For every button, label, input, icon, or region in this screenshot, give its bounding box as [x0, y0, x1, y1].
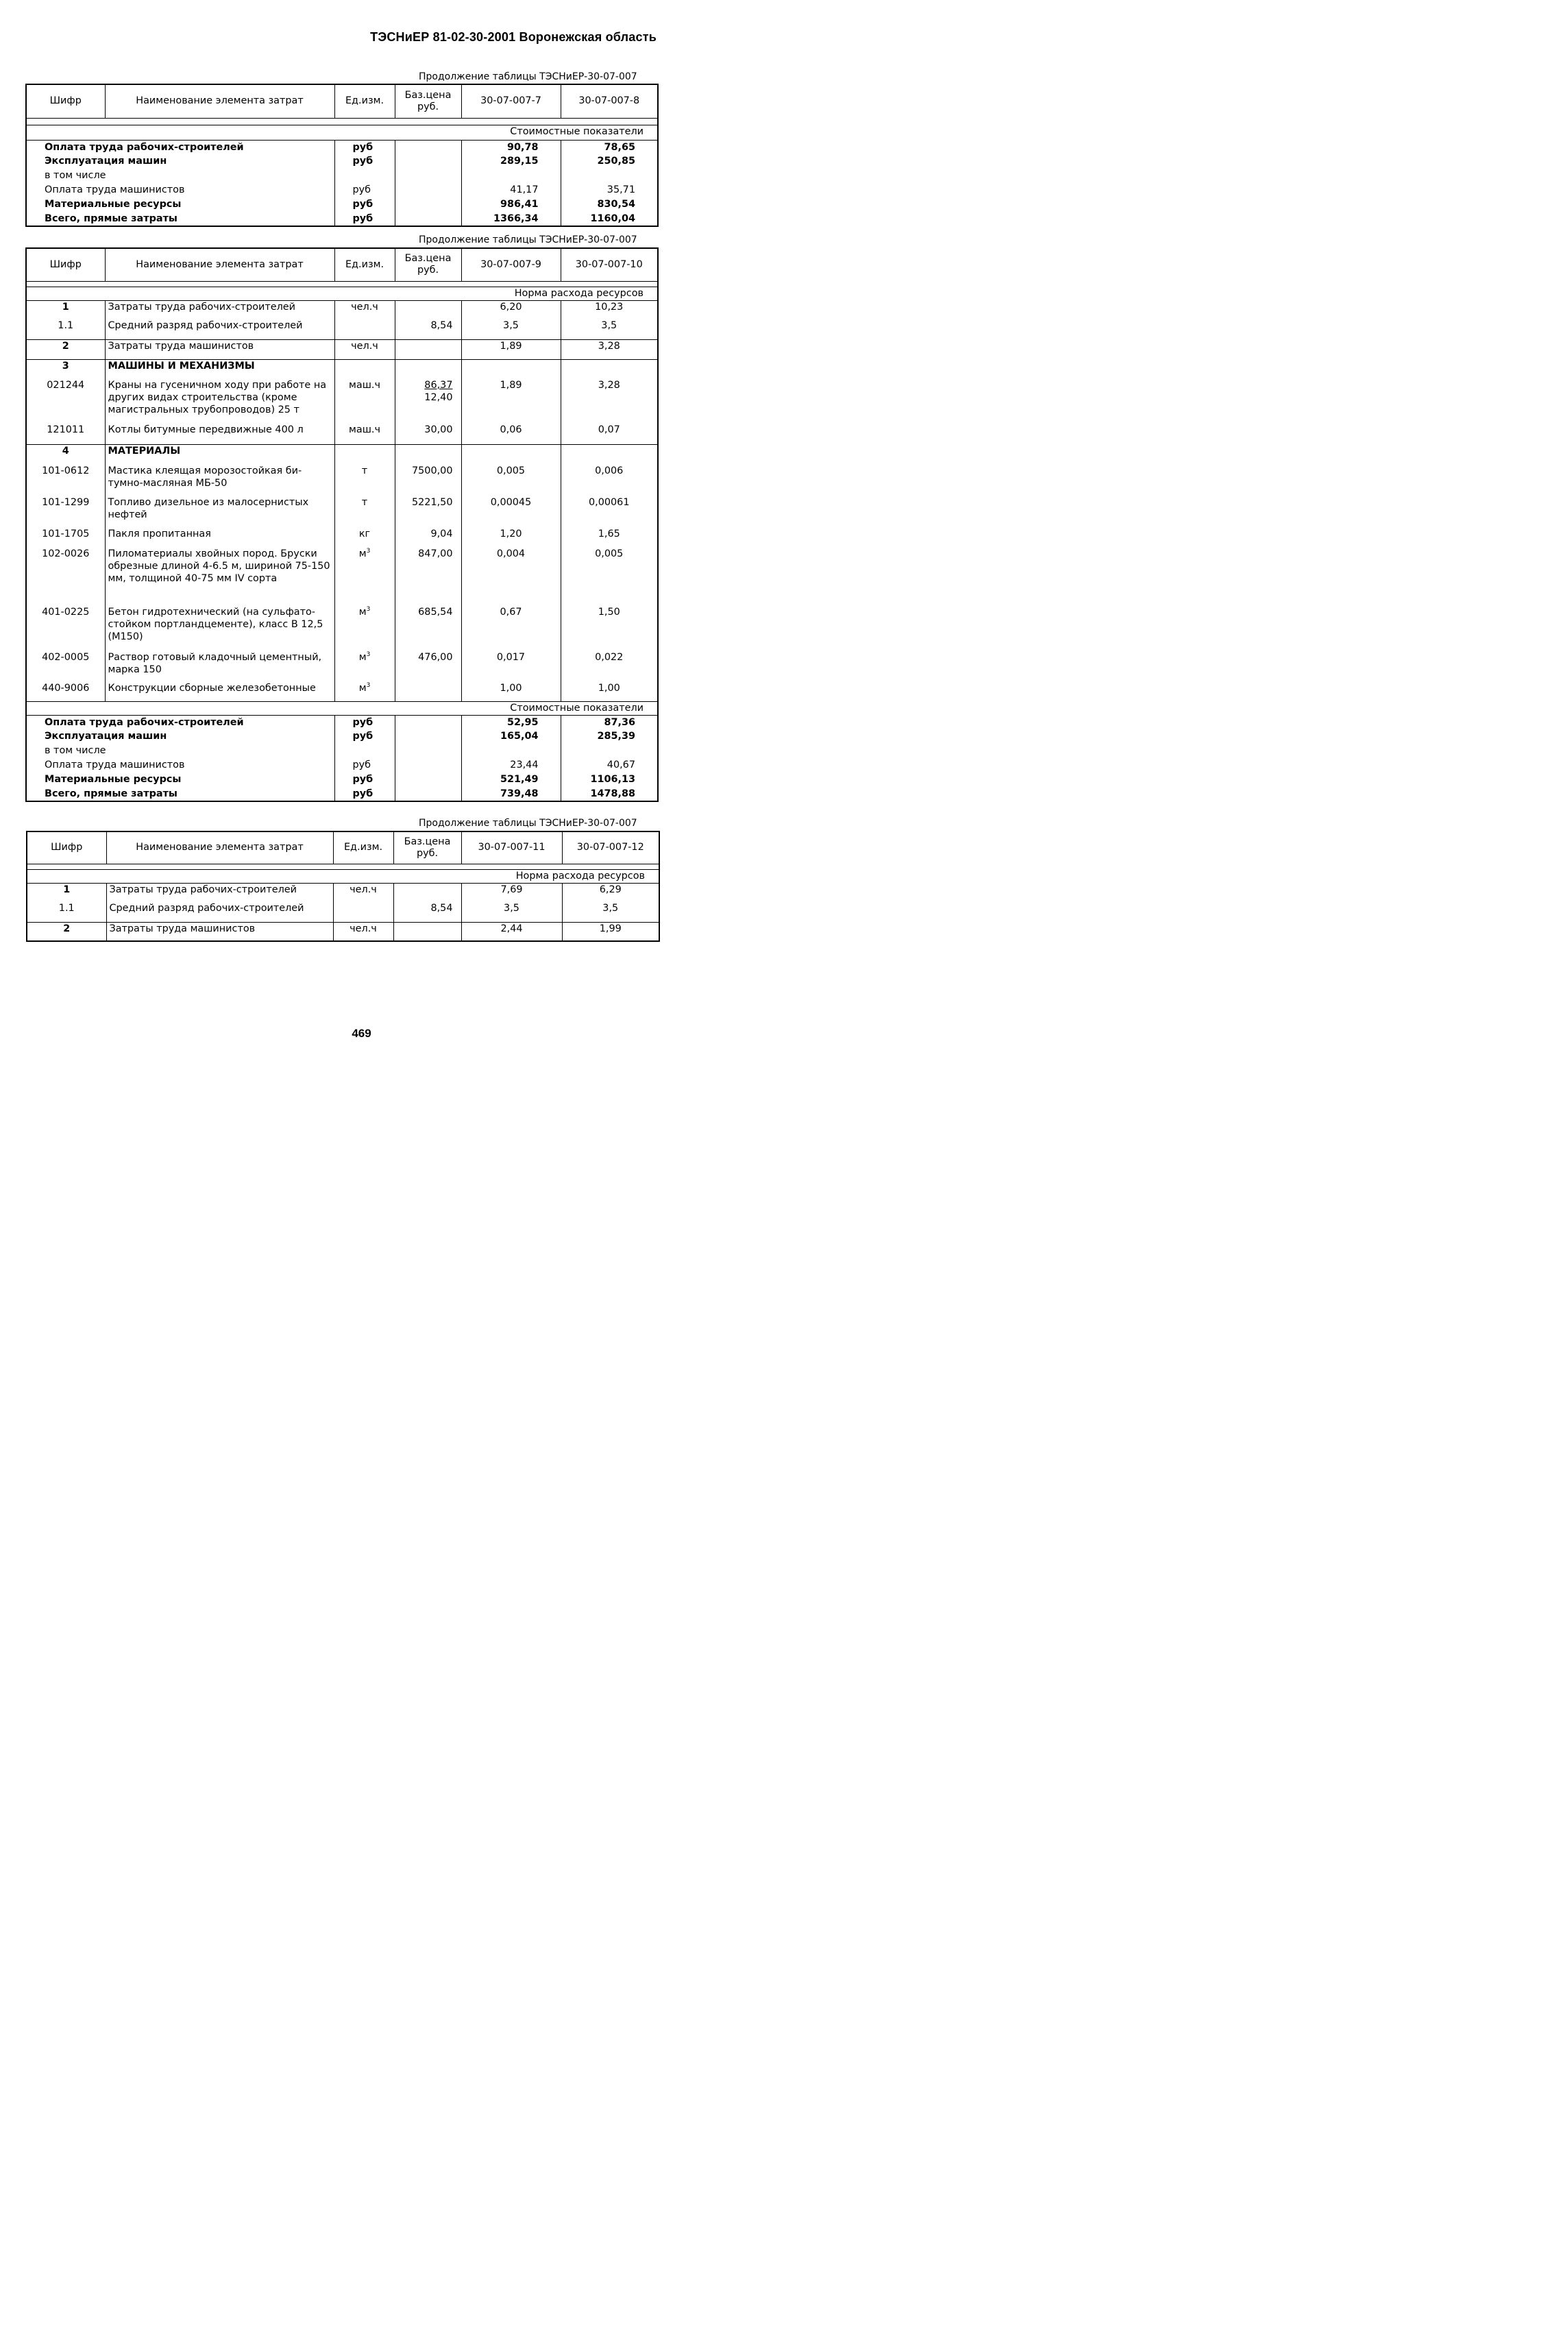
row-code: 1.1	[58, 320, 74, 331]
row-value-a: 1,89	[461, 339, 561, 359]
summary-price	[395, 715, 461, 729]
row-code: 402-0005	[42, 652, 90, 663]
summary-row	[26, 212, 658, 226]
summary-value-a: 986,41	[461, 197, 561, 212]
summary-value-a: 521,49	[461, 773, 561, 787]
row-price	[395, 682, 461, 701]
summary-value-a	[461, 169, 561, 183]
row-value-b: 10,23	[561, 300, 658, 319]
page-number: 469	[352, 1027, 371, 1040]
table2-body	[26, 300, 658, 701]
summary-unit: руб	[334, 140, 395, 154]
summary-row	[26, 169, 658, 183]
summary-unit: руб	[334, 729, 395, 744]
row-code: 3	[26, 359, 105, 379]
summary-value-a: 739,48	[461, 787, 561, 801]
col-b-header: 30-07-007-10	[561, 248, 658, 281]
row-name: Мастика клеящая морозостойкая би-тумно-масляная МБ-50	[105, 465, 334, 496]
row-price	[393, 922, 461, 941]
row-code: 021244	[47, 380, 85, 391]
summary-row	[26, 715, 658, 729]
row-value-a: 6,20	[461, 300, 561, 319]
row-unit: чел.ч	[333, 922, 393, 941]
col-code-header: Шифр	[26, 248, 105, 281]
summary-value-b: 830,54	[561, 197, 658, 212]
row-value-b: 0,07	[561, 424, 658, 444]
table-row	[26, 651, 658, 682]
running-header: ТЭСНиЕР 81-02-30-2001 Воронежская область	[370, 30, 657, 44]
row-unit	[334, 359, 395, 379]
summary-row	[26, 773, 658, 787]
row-value-a: 0,004	[461, 548, 561, 606]
row-code: 101-0612	[42, 465, 90, 476]
summary-value-a	[461, 744, 561, 758]
col-code-header: Шифр	[27, 831, 106, 864]
table-row	[26, 319, 658, 339]
summary-row	[26, 183, 658, 197]
table2-caption: Продолжение таблицы ТЭСНиЕР-30-07-007	[419, 234, 637, 245]
row-name: МАШИНЫ И МЕХАНИЗМЫ	[105, 359, 334, 379]
row-value-b: 3,5	[562, 902, 659, 922]
summary-name: в том числе	[45, 170, 106, 181]
cost-band: Стоимостные показатели	[461, 125, 658, 140]
summary-value-b	[561, 744, 658, 758]
summary-value-b: 1160,04	[561, 212, 658, 226]
summary-value-a: 1366,34	[461, 212, 561, 226]
row-value-a	[461, 444, 561, 465]
norm-band: Норма расхода ресурсов	[461, 869, 659, 883]
col-unit-header: Ед.изм.	[334, 84, 395, 118]
row-code: 101-1299	[42, 497, 90, 508]
row-name: Средний разряд рабочих-строителей	[105, 319, 334, 339]
row-price	[395, 444, 461, 465]
row-value-a: 7,69	[461, 883, 562, 902]
col-code-header: Шифр	[26, 84, 105, 118]
col-name-header: Наименование элемента затрат	[106, 831, 333, 864]
row-name: Затраты труда рабочих-строителей	[105, 300, 334, 319]
row-value-b: 3,5	[561, 319, 658, 339]
row-unit: $м^3$	[334, 548, 395, 606]
row-price: 86,37 12,40	[395, 379, 461, 424]
row-code: 4	[26, 444, 105, 465]
row-price	[393, 883, 461, 902]
row-name: Затраты труда машинистов	[105, 339, 334, 359]
table-row	[26, 359, 658, 379]
row-value-a: 0,017	[461, 651, 561, 682]
row-name: Средний разряд рабочих-строителей	[106, 902, 333, 922]
row-code: 2	[27, 922, 106, 941]
table-row	[26, 548, 658, 606]
summary-value-b	[561, 169, 658, 183]
summary-price	[395, 744, 461, 758]
table1-caption: Продолжение таблицы ТЭСНиЕР-30-07-007	[419, 71, 637, 82]
row-name: Конструкции сборные железобетонные	[105, 682, 334, 701]
row-name: Пиломатериалы хвойных пород. Бруски обрезные длиной 4-6.5 м, шириной 75-150 мм, толщиной 40-75 мм IV сорта	[105, 548, 334, 606]
row-value-b	[561, 359, 658, 379]
summary-price	[395, 773, 461, 787]
table3	[26, 831, 660, 942]
summary-row	[26, 197, 658, 212]
summary-value-b: 1478,88	[561, 787, 658, 801]
row-code: 1.1	[58, 903, 75, 914]
row-unit	[333, 902, 393, 922]
row-unit: кг	[334, 528, 395, 548]
row-unit	[334, 319, 395, 339]
summary-value-b: 87,36	[561, 715, 658, 729]
summary-unit: руб	[334, 197, 395, 212]
table2-summary	[26, 715, 658, 801]
summary-name: Эксплуатация машин	[45, 731, 167, 742]
row-name: Затраты труда машинистов	[106, 922, 333, 941]
summary-price	[395, 140, 461, 154]
row-value-a: 1,20	[461, 528, 561, 548]
summary-value-b: 35,71	[561, 183, 658, 197]
table-row	[26, 339, 658, 359]
row-value-b: 1,50	[561, 606, 658, 651]
row-value-a: 0,06	[461, 424, 561, 444]
col-name-header: Наименование элемента затрат	[105, 84, 334, 118]
row-unit: маш.ч	[334, 424, 395, 444]
row-value-b	[561, 444, 658, 465]
row-value-a: 0,67	[461, 606, 561, 651]
summary-value-a: 90,78	[461, 140, 561, 154]
table1-summary	[26, 140, 658, 226]
summary-name: Всего, прямые затраты	[45, 788, 177, 799]
summary-value-b: 285,39	[561, 729, 658, 744]
row-unit: чел.ч	[333, 883, 393, 902]
row-unit	[334, 444, 395, 465]
table3-body	[27, 883, 659, 941]
table-row	[26, 424, 658, 444]
summary-price	[395, 154, 461, 169]
summary-row	[26, 758, 658, 773]
col-price-header: Баз.цена руб.	[393, 831, 461, 864]
col-unit-header: Ед.изм.	[334, 248, 395, 281]
row-code: 440-9006	[42, 683, 90, 694]
row-unit: $м^3$	[334, 651, 395, 682]
summary-name: Эксплуатация машин	[45, 156, 167, 167]
summary-unit	[334, 744, 395, 758]
row-code: 2	[26, 339, 105, 359]
row-price: 847,00	[395, 548, 461, 606]
row-name: Пакля пропитанная	[105, 528, 334, 548]
row-value-b: 0,00061	[561, 496, 658, 528]
summary-value-b: 1106,13	[561, 773, 658, 787]
col-name-header: Наименование элемента затрат	[105, 248, 334, 281]
summary-name: Материальные ресурсы	[45, 199, 182, 210]
summary-unit: руб	[334, 787, 395, 801]
col-price-header: Баз.цена руб.	[395, 84, 461, 118]
summary-name: Материальные ресурсы	[45, 774, 182, 785]
summary-row	[26, 140, 658, 154]
summary-value-b: 250,85	[561, 154, 658, 169]
row-value-a: 2,44	[461, 922, 562, 941]
row-unit: $м^3$	[334, 606, 395, 651]
row-value-b: 0,022	[561, 651, 658, 682]
table-row	[26, 300, 658, 319]
row-code: 101-1705	[42, 528, 90, 539]
summary-value-a: 289,15	[461, 154, 561, 169]
row-value-a: 1,89	[461, 379, 561, 424]
summary-value-a: 165,04	[461, 729, 561, 744]
col-a-header: 30-07-007-9	[461, 248, 561, 281]
row-unit: т	[334, 465, 395, 496]
summary-value-a: 23,44	[461, 758, 561, 773]
row-price: 9,04	[395, 528, 461, 548]
row-code: 1	[62, 301, 69, 313]
table-row	[26, 465, 658, 496]
summary-row	[26, 787, 658, 801]
row-unit: чел.ч	[334, 300, 395, 319]
row-value-b: 6,29	[562, 883, 659, 902]
row-value-b: 1,00	[561, 682, 658, 701]
row-name: Краны на гусеничном ходу при работе на других видах строительства (кроме магистральных трубопроводов) 25 т	[105, 379, 334, 424]
col-unit-header: Ед.изм.	[333, 831, 393, 864]
summary-name: Оплата труда рабочих-строителей	[45, 716, 244, 728]
col-a-header: 30-07-007-11	[461, 831, 562, 864]
table-row	[27, 902, 659, 922]
row-unit: маш.ч	[334, 379, 395, 424]
row-value-a: 3,5	[461, 902, 562, 922]
row-price: 8,54	[395, 319, 461, 339]
summary-row	[26, 154, 658, 169]
table-row	[27, 922, 659, 941]
summary-unit: руб	[334, 758, 395, 773]
row-price: 685,54	[395, 606, 461, 651]
row-value-a: 0,00045	[461, 496, 561, 528]
summary-price	[395, 212, 461, 226]
row-value-b: 1,99	[562, 922, 659, 941]
summary-unit: руб	[334, 715, 395, 729]
col-a-header: 30-07-007-7	[461, 84, 561, 118]
row-value-a: 0,005	[461, 465, 561, 496]
row-unit: т	[334, 496, 395, 528]
row-name: Топливо дизельное из малосернистых нефтей	[105, 496, 334, 528]
row-price: 7500,00	[395, 465, 461, 496]
summary-name: Оплата труда рабочих-строителей	[45, 141, 244, 153]
table-row	[26, 682, 658, 701]
summary-name: в том числе	[45, 745, 106, 756]
summary-price	[395, 169, 461, 183]
table-row	[26, 379, 658, 424]
summary-value-a: 52,95	[461, 715, 561, 729]
row-value-b: 1,65	[561, 528, 658, 548]
summary-unit: руб	[334, 212, 395, 226]
summary-value-b: 40,67	[561, 758, 658, 773]
row-code: 401-0225	[42, 607, 90, 618]
summary-unit	[334, 169, 395, 183]
row-unit: чел.ч	[334, 339, 395, 359]
row-value-a: 1,00	[461, 682, 561, 701]
row-value-a: 3,5	[461, 319, 561, 339]
table2	[25, 247, 659, 802]
row-price: 8,54	[393, 902, 461, 922]
summary-unit: руб	[334, 183, 395, 197]
summary-name: Оплата труда машинистов	[45, 760, 185, 770]
row-price	[395, 339, 461, 359]
row-price: 5221,50	[395, 496, 461, 528]
summary-price	[395, 197, 461, 212]
row-name: Раствор готовый кладочный цементный, марка 150	[105, 651, 334, 682]
col-b-header: 30-07-007-12	[562, 831, 659, 864]
summary-price	[395, 183, 461, 197]
table-row	[26, 496, 658, 528]
table-row	[26, 444, 658, 465]
row-value-b: 0,005	[561, 548, 658, 606]
row-value-b: 3,28	[561, 379, 658, 424]
row-unit: $м^3$	[334, 682, 395, 701]
summary-unit: руб	[334, 154, 395, 169]
table-row	[26, 528, 658, 548]
row-code: 102-0026	[42, 548, 90, 559]
row-price: 30,00	[395, 424, 461, 444]
summary-value-a: 41,17	[461, 183, 561, 197]
summary-row	[26, 729, 658, 744]
summary-value-b: 78,65	[561, 140, 658, 154]
row-value-b: 0,006	[561, 465, 658, 496]
table-row	[27, 883, 659, 902]
summary-unit: руб	[334, 773, 395, 787]
col-price-header: Баз.цена руб.	[395, 248, 461, 281]
row-name: Бетон гидротехнический (на сульфато-стойком портландцементе), класс В 12,5 (М150)	[105, 606, 334, 651]
row-code: 121011	[47, 424, 85, 435]
row-value-a	[461, 359, 561, 379]
cost-band: Стоимостные показатели	[461, 701, 658, 715]
row-value-b: 3,28	[561, 339, 658, 359]
row-price	[395, 300, 461, 319]
table3-caption: Продолжение таблицы ТЭСНиЕР-30-07-007	[419, 818, 637, 829]
summary-price	[395, 758, 461, 773]
row-price	[395, 359, 461, 379]
row-name: Котлы битумные передвижные 400 л	[105, 424, 334, 444]
summary-price	[395, 729, 461, 744]
summary-row	[26, 744, 658, 758]
summary-price	[395, 787, 461, 801]
table1	[25, 84, 659, 227]
row-name: Затраты труда рабочих-строителей	[106, 883, 333, 902]
norm-band: Норма расхода ресурсов	[461, 287, 658, 300]
summary-name: Всего, прямые затраты	[45, 213, 177, 224]
table-row	[26, 606, 658, 651]
row-code: 1	[63, 884, 71, 895]
row-name: МАТЕРИАЛЫ	[105, 444, 334, 465]
summary-name: Оплата труда машинистов	[45, 184, 185, 195]
col-b-header: 30-07-007-8	[561, 84, 658, 118]
row-price: 476,00	[395, 651, 461, 682]
